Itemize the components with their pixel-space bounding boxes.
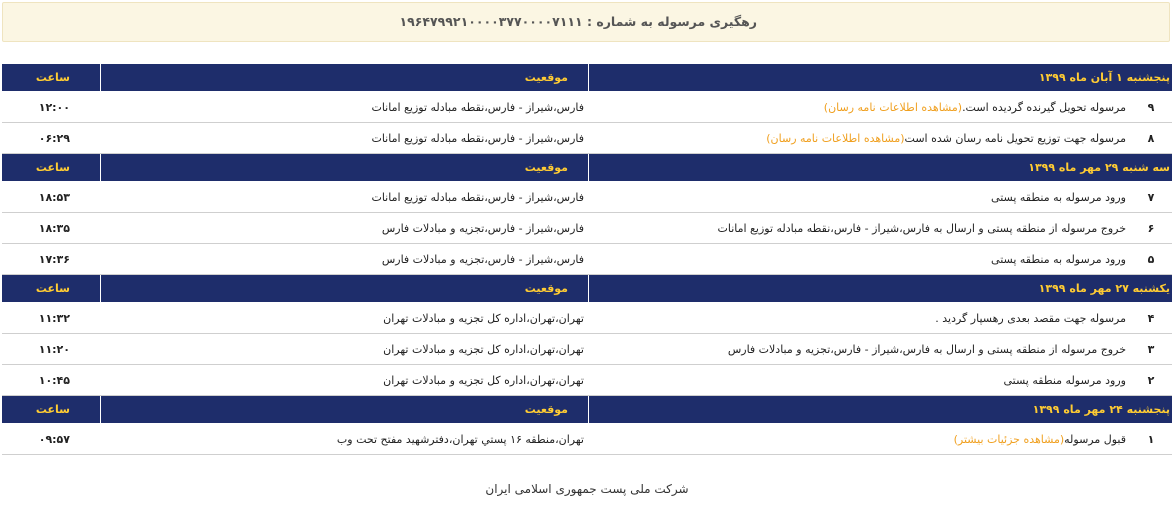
group-date: پنجشنبه ۲۴ مهر ماه ۱۳۹۹ <box>588 396 1172 423</box>
view-postman-info-link[interactable]: (مشاهده اطلاعات نامه رسان) <box>766 131 905 145</box>
row-number: ۱ <box>1147 432 1155 446</box>
time-column-header: ساعت <box>35 161 70 174</box>
row-location: تهران،تهران،اداره کل تجزیه و مبادلات تهران <box>383 373 584 387</box>
group-header <box>2 396 1172 424</box>
row-number: ۲ <box>1147 373 1155 387</box>
company-footer: شرکت ملی پست جمهوری اسلامی ایران <box>485 482 689 496</box>
row-location: فارس،شیراز - فارس،تجزیه و مبادلات فارس <box>381 221 584 235</box>
time-column-header: ساعت <box>35 403 70 416</box>
table-row <box>2 92 1172 123</box>
group-date: یکشنبه ۲۷ مهر ماه ۱۳۹۹ <box>588 275 1172 302</box>
row-time: ۱۸:۵۳ <box>38 190 70 204</box>
row-number: ۶ <box>1147 221 1155 235</box>
group-date: سه شنبه ۲۹ مهر ماه ۱۳۹۹ <box>588 154 1172 181</box>
table-row <box>2 123 1172 154</box>
row-number: ۵ <box>1147 252 1155 266</box>
row-description <box>588 433 1130 446</box>
location-column-header: موقعیت <box>100 64 588 91</box>
row-location: فارس،شیراز - فارس،نقطه مبادله توزیع امانات <box>371 100 584 114</box>
table-row <box>2 182 1172 213</box>
row-description: مرسوله جهت مقصد بعدی رهسپار گردید . <box>935 311 1126 325</box>
row-description: ورود مرسوله به منطقه پستی <box>991 190 1126 204</box>
row-time: ۱۸:۳۵ <box>38 221 70 235</box>
row-number: ۳ <box>1147 342 1155 356</box>
row-description: خروج مرسوله از منطقه پستی و ارسال به فارس،شیراز - فارس،نقطه مبادله توزیع امانات <box>717 221 1126 235</box>
row-time: ۱۷:۳۶ <box>38 252 70 266</box>
table-row <box>2 334 1172 365</box>
location-column-header: موقعیت <box>100 396 588 423</box>
time-column-header: ساعت <box>35 282 70 295</box>
row-number: ۸ <box>1147 131 1155 145</box>
row-description: ورود مرسوله به منطقه پستی <box>991 252 1126 266</box>
row-location: فارس،شیراز - فارس،نقطه مبادله توزیع امانات <box>371 190 584 204</box>
row-description: ورود مرسوله منطقه پستی <box>1003 373 1126 387</box>
status-text: مرسوله جهت توزیع تحویل نامه رسان شده است <box>904 131 1126 145</box>
row-description <box>588 101 1130 114</box>
row-location: تهران،تهران،اداره کل تجزیه و مبادلات تهران <box>383 311 584 325</box>
tracking-title: رهگیری مرسوله به شماره : ۱۹۶۴۷۹۹۲۱۰۰۰۰۳۷۷۰۰۰۰۷۱۱۱ <box>399 14 757 29</box>
row-location: تهران،تهران،اداره کل تجزیه و مبادلات تهران <box>383 342 584 356</box>
location-column-header: موقعیت <box>100 275 588 302</box>
view-more-details-link[interactable]: (مشاهده جزئیات بیشتر) <box>953 432 1065 446</box>
status-text: مرسوله تحویل گیرنده گردیده است. <box>962 100 1126 114</box>
group-date: پنجشنبه ۱ آبان ماه ۱۳۹۹ <box>588 64 1172 91</box>
row-time: ۰۶:۲۹ <box>38 131 70 145</box>
view-postman-info-link[interactable]: (مشاهده اطلاعات نامه رسان) <box>823 100 963 114</box>
row-location: فارس،شیراز - فارس،تجزیه و مبادلات فارس <box>381 252 584 266</box>
group-header <box>2 154 1172 182</box>
row-number: ۷ <box>1147 190 1155 204</box>
tracking-table <box>2 64 1172 455</box>
row-number: ۴ <box>1147 311 1155 325</box>
tracking-header <box>2 2 1170 42</box>
status-text: قبول مرسوله <box>1064 432 1126 446</box>
location-column-header: موقعیت <box>100 154 588 181</box>
time-column-header: ساعت <box>35 71 70 84</box>
table-row <box>2 365 1172 396</box>
row-time: ۱۰:۴۵ <box>38 373 70 387</box>
table-row <box>2 244 1172 275</box>
row-description: خروج مرسوله از منطقه پستی و ارسال به فارس،شیراز - فارس،تجزیه و مبادلات فارس <box>727 342 1126 356</box>
row-time: ۱۱:۲۰ <box>38 342 70 356</box>
row-time: ۱۲:۰۰ <box>38 100 70 114</box>
row-location: فارس،شیراز - فارس،نقطه مبادله توزیع امانات <box>371 131 584 145</box>
table-row <box>2 213 1172 244</box>
table-row <box>2 424 1172 455</box>
group-header <box>2 64 1172 92</box>
row-number: ۹ <box>1147 100 1155 114</box>
row-location: تهران،منطقه ۱۶ پستي تهران،دفترشهيد مفتح تحت وب <box>336 432 584 446</box>
row-description <box>588 132 1130 145</box>
table-row <box>2 303 1172 334</box>
row-time: ۰۹:۵۷ <box>38 432 70 446</box>
group-header <box>2 275 1172 303</box>
row-time: ۱۱:۳۲ <box>38 311 70 325</box>
